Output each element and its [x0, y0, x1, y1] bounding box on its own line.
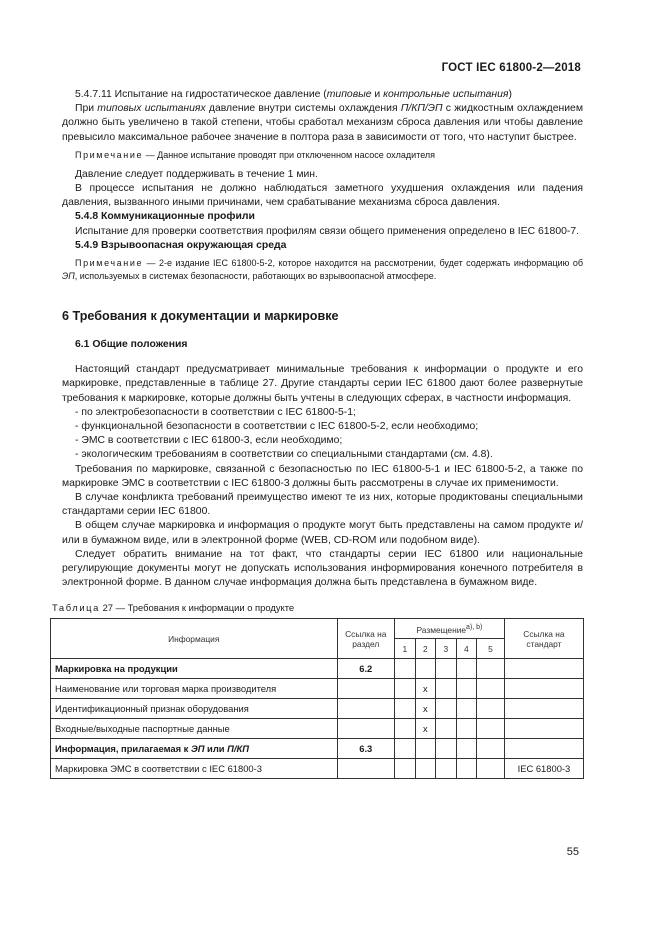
table-row: [51, 659, 584, 679]
document-id-header: ГОСТ IEC 61800-2—2018: [441, 62, 581, 74]
table-row: [51, 679, 584, 699]
paragraph-safety-marking: Требования по маркировке, связанной с безопасностью по IEC 61800-5-1 и IEC 61800-5-2, а также по маркировке ЭМС в соответствии с IEC 61800-3 должны быть рассмотрены в случае их применимости.: [62, 463, 583, 489]
cell-info: Идентификационный признак оборудования: [51, 699, 338, 719]
note-pump-off: Примечание — Данное испытание проводят при отключенном насосе охладителя: [75, 149, 436, 160]
cell-mark: x: [415, 699, 436, 719]
paragraph-hold-pressure: Давление следует поддерживать в течение 1 мин.: [75, 168, 318, 180]
header-placement: Размещение$^{a), b)}$: [395, 619, 505, 639]
cell-mark: [456, 659, 477, 679]
cell-mark: [395, 719, 416, 739]
paragraph-general-case: В общем случае маркировка и информация о продукте могут быть представлены на самом продукте и/или в бумажном виде, или в электронной форме (WEB, CD-ROM или подобном виде).: [62, 520, 583, 546]
table-row: [51, 759, 584, 779]
cell-mark: [436, 679, 457, 699]
header-col-1: 1: [395, 639, 416, 659]
cell-mark: [456, 739, 477, 759]
cell-info: Маркировка на продукции: [51, 659, 338, 679]
section-6-heading: 6 Требования к документации и маркировке: [62, 309, 339, 324]
cell-std: [504, 659, 583, 679]
cell-mark: [436, 699, 457, 719]
cell-mark: [436, 759, 457, 779]
cell-mark: [395, 699, 416, 719]
list-item: - по электробезопасности в соответствии с IEC 61800-5-1;: [75, 406, 356, 418]
paragraph-min-requirements: Настоящий стандарт предусматривает минимальные требования к информации о продукте и его маркировке, представленные в таблице 27. Другие стандарты серии IEC 61800 дают более развернутые требования к маркировке, которые должны быть учтены в следующих сферах, в частности информация.: [62, 364, 583, 404]
cell-mark: [477, 759, 505, 779]
cell-mark: [456, 719, 477, 739]
cell-ref: [337, 759, 395, 779]
list-item: - функциональной безопасности в соответствии с IEC 61800-5-2, если необходимо;: [75, 421, 479, 433]
cell-info: Маркировка ЭМС в соответствии с IEC 61800-3: [51, 759, 338, 779]
cell-mark: [477, 699, 505, 719]
table-row: [51, 719, 584, 739]
table-caption: Таблица 27 — Требования к информации о продукте: [52, 602, 295, 614]
paragraph-type-tests: При типовых испытаниях давление внутри системы охлаждения П/КП/ЭП с жидкостным охлаждением должно быть увеличено в такой степени, чтобы сработал механизм сброса давления или чтобы давление превысило максимальное рабочее значение в полтора раза в зависимости от того, что наступит быстрее.: [62, 103, 583, 143]
cell-info: Информация, прилагаемая к ЭП или П/КП: [51, 739, 338, 759]
header-ref-standard: Ссылка на стандарт: [504, 619, 583, 659]
table-row: [51, 739, 584, 759]
cell-mark: [415, 759, 436, 779]
cell-mark: [395, 679, 416, 699]
cell-std: IEC 61800-3: [504, 759, 583, 779]
cell-mark: [456, 759, 477, 779]
heading-5-4-9: 5.4.9 Взрывоопасная окружающая среда: [75, 239, 287, 251]
header-col-3: 3: [436, 639, 457, 659]
list-item: - ЭМС в соответствии с IEC 61800-3, если необходимо;: [75, 435, 343, 447]
cell-info: Наименование или торговая марка производителя: [51, 679, 338, 699]
cell-mark: [436, 659, 457, 679]
cell-ref: [337, 699, 395, 719]
header-col-4: 4: [456, 639, 477, 659]
heading-6-1: 6.1 Общие положения: [75, 339, 188, 351]
requirements-list: [62, 406, 583, 463]
note-explosive-atmosphere: Примечание — 2-е издание IEC 61800-5-2, которое находится на рассмотрении, будет содержать информацию об ЭП, используемых в системах безопасности, работающих во взрывоопасной атмосфере.: [62, 258, 583, 282]
cell-mark: [436, 739, 457, 759]
cell-mark: [395, 659, 416, 679]
cell-mark: x: [415, 719, 436, 739]
header-col-5: 5: [477, 639, 505, 659]
cell-std: [504, 739, 583, 759]
paragraph-conflict: В случае конфликта требований преимущество имеют те из них, которые продиктованы специальными стандартами серии IEC 61800.: [62, 492, 583, 518]
paragraph-attention: Следует обратить внимание на тот факт, что стандарты серии IEC 61800 или национальные регулирующие документы могут не допускать использования информирования конечного потребителя в электронной форме. В данном случае информация должна быть представлена в бумажном виде.: [62, 548, 583, 589]
cell-mark: x: [415, 679, 436, 699]
cell-mark: [456, 679, 477, 699]
cell-mark: [477, 659, 505, 679]
cell-mark: [436, 719, 457, 739]
clause-5-4-7-11: 5.4.7.11 Испытание на гидростатическое давление (типовые и контрольные испытания): [75, 89, 512, 100]
cell-ref: [337, 679, 395, 699]
cell-std: [504, 719, 583, 739]
cell-ref: [337, 719, 395, 739]
header-ref-section: Ссылка на раздел: [337, 619, 395, 659]
cell-mark: [477, 719, 505, 739]
cell-mark: [415, 739, 436, 759]
cell-mark: [456, 699, 477, 719]
cell-mark: [395, 759, 416, 779]
list-item: - экологическим требованиям в соответствии со специальными стандартами (см. 4.8).: [75, 449, 493, 461]
cell-mark: [477, 739, 505, 759]
heading-5-4-8: 5.4.8 Коммуникационные профили: [75, 211, 255, 223]
page-number: 55: [566, 846, 579, 858]
cell-mark: [415, 659, 436, 679]
table-27: [50, 618, 584, 779]
page-content: [52, 88, 583, 779]
header-col-2: 2: [415, 639, 436, 659]
cell-std: [504, 699, 583, 719]
header-information: Информация: [51, 619, 338, 659]
paragraph-no-degradation: В процессе испытания не должно наблюдаться заметного ухудшения охлаждения или падения давления, вызванного иными причинами, чем срабатывание механизма сброса давления.: [62, 183, 583, 209]
cell-std: [504, 679, 583, 699]
cell-ref: 6.3: [337, 739, 395, 759]
cell-mark: [477, 679, 505, 699]
table-row: [51, 699, 584, 719]
paragraph-comm-profiles: Испытание для проверки соответствия профилям связи общего применения определено в IEC 61800-7.: [75, 225, 579, 237]
cell-ref: 6.2: [337, 659, 395, 679]
cell-info: Входные/выходные паспортные данные: [51, 719, 338, 739]
cell-mark: [395, 739, 416, 759]
